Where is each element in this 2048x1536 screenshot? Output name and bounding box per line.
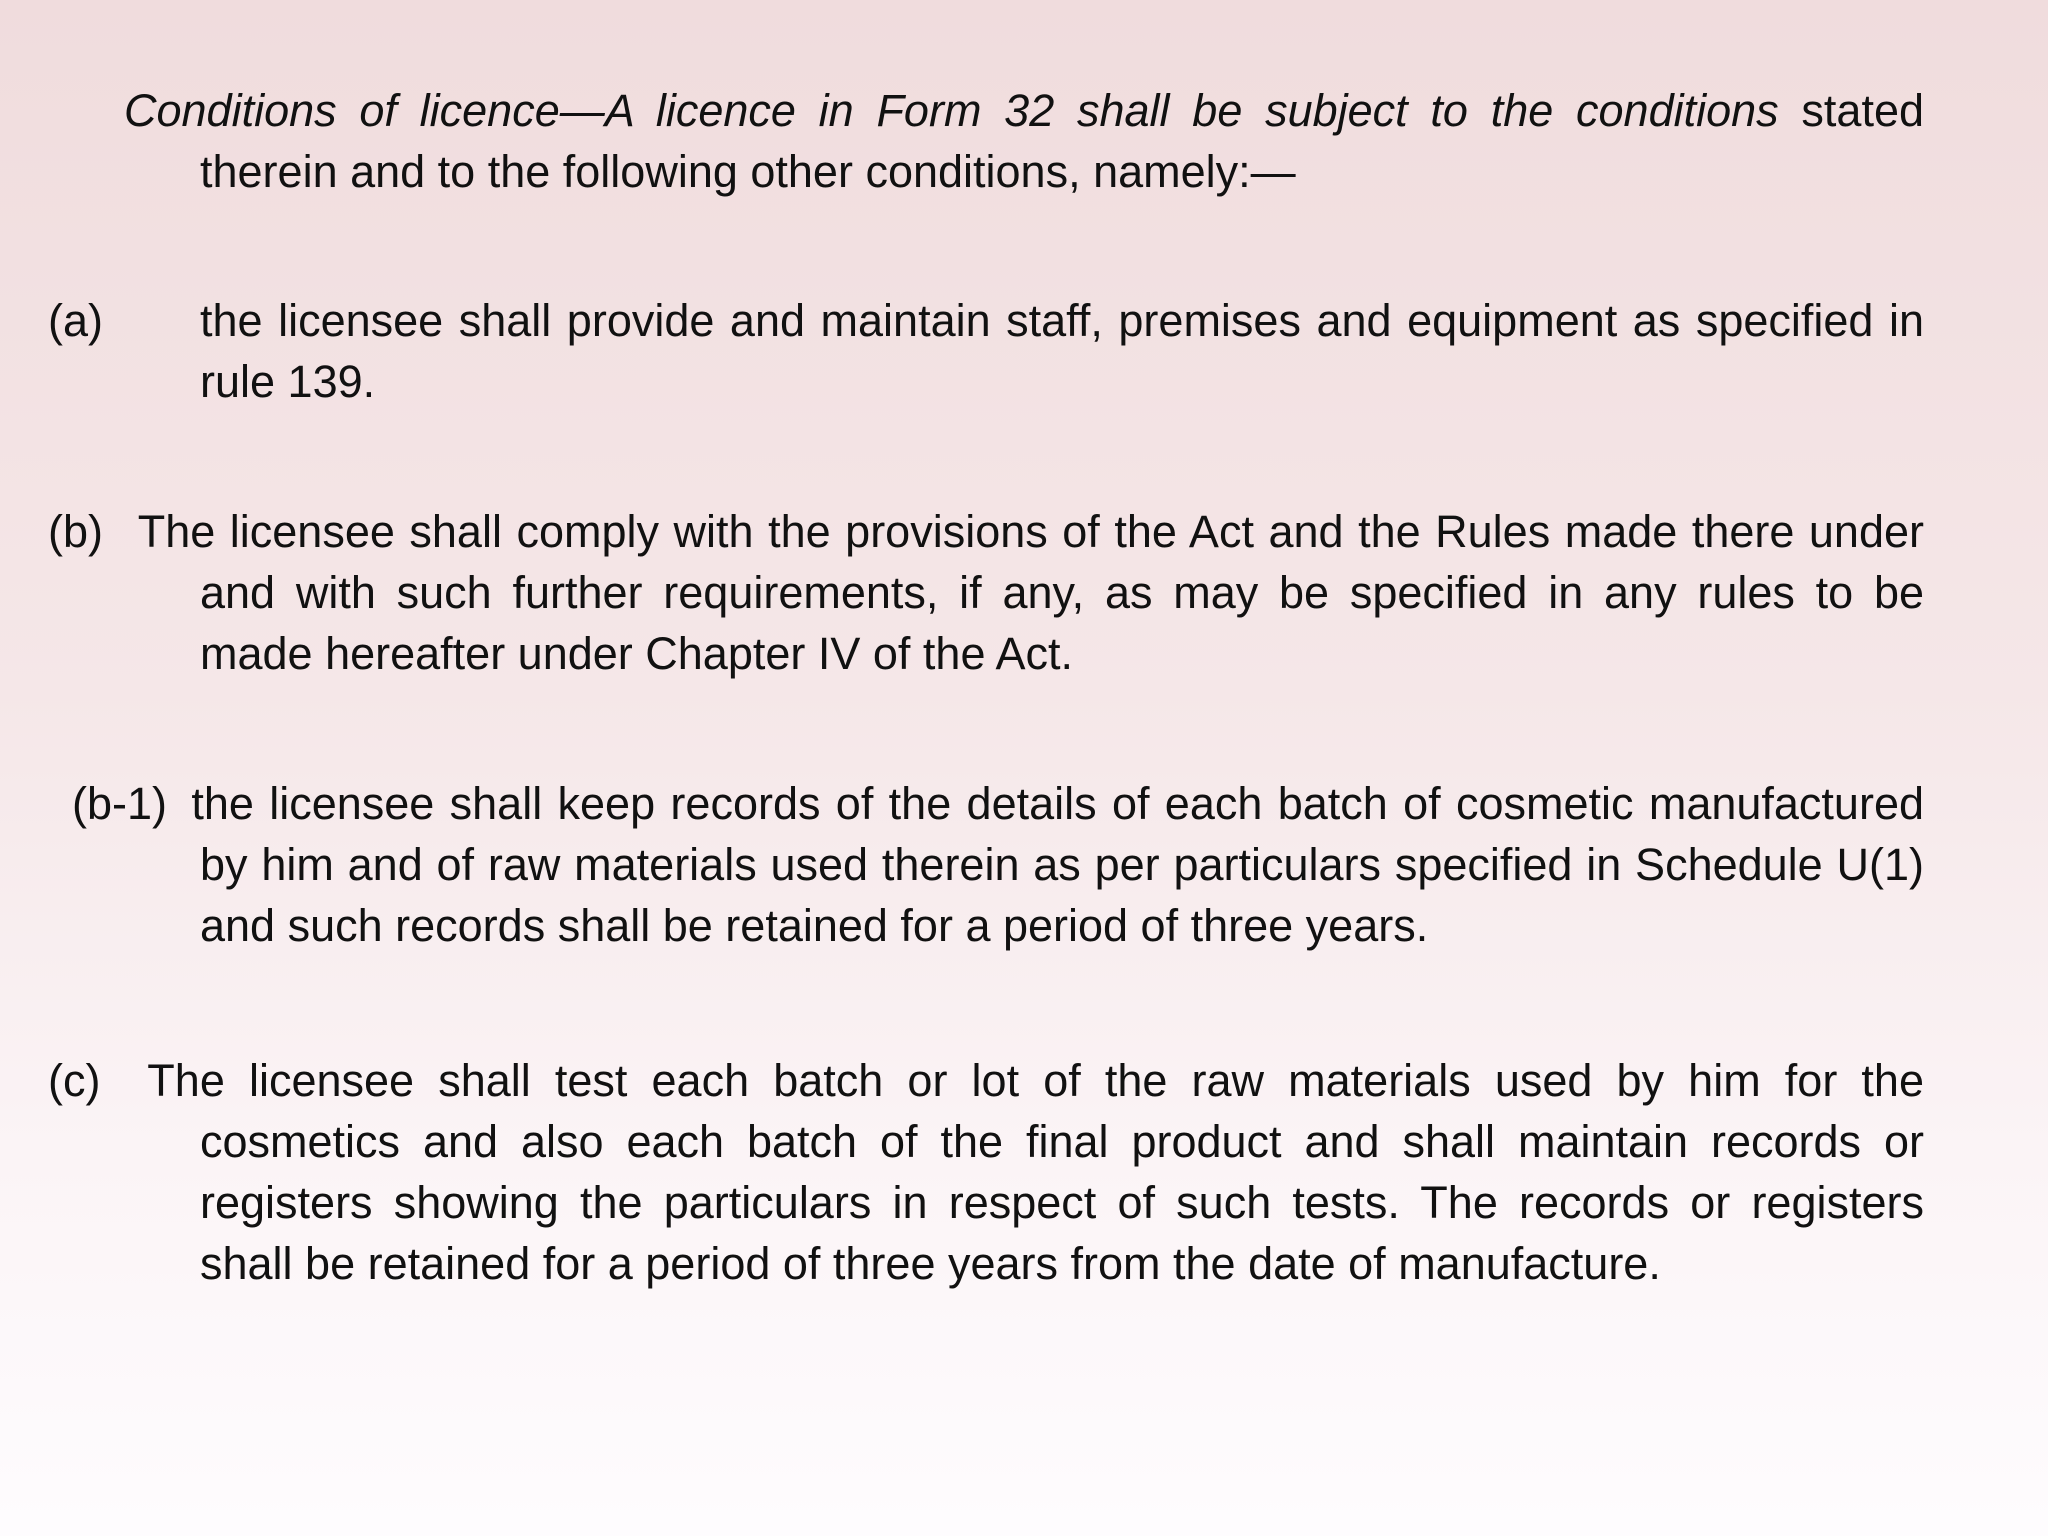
clause-a-marker: (a) xyxy=(48,295,103,346)
clause-b1-marker: (b-1) xyxy=(72,778,168,829)
clause-b-text: The licensee shall comply with the provisions of the Act and the Rules made there under and with such further requirements, if any, as may be specified in any rules to be made hereafter under Chapter IV of the Act. xyxy=(124,506,1924,679)
intro-italic-lead: Conditions of licence—A licence in Form 32 shall be subject to the conditions xyxy=(124,85,1779,136)
clause-a-text: the licensee shall provide and maintain staff, premises and equipment as specified in rule 139. xyxy=(200,295,1924,407)
clause-a xyxy=(48,290,1924,412)
clause-b: (b) The licensee shall comply with the provisions of the Act and the Rules made there under and with such further requirements, if any, as may be specified in any rules to be made hereafter under Chapter IV of the Act. xyxy=(48,506,1924,679)
clause-c-text: The licensee shall test each batch or lot of the raw materials used by him for the cosmetics and also each batch of the final product and shall maintain records or registers showing the particulars in respect of such tests. The records or registers shall be retained for a period of three years from the date of manufacture. xyxy=(124,1055,1924,1289)
clause-c: (c) The licensee shall test each batch or lot of the raw materials used by him for the cosmetics and also each batch of the final product and shall maintain records or registers showing the particulars in respect of such tests. The records or registers shall be retained for a period of three years from the date of manufacture. xyxy=(48,1055,1924,1289)
clause-b1 xyxy=(72,773,1924,956)
intro-paragraph xyxy=(124,80,1924,202)
clause-b1-text: the licensee shall keep records of the details of each batch of cosmetic manufactured by him and of raw materials used therein as per particulars specified in Schedule U(1) and such records shall be retained for a period of three years. xyxy=(176,778,1924,951)
intro-rest: stated therein and to the following other conditions, namely:— xyxy=(200,85,1924,197)
slide-body xyxy=(48,80,1924,1294)
